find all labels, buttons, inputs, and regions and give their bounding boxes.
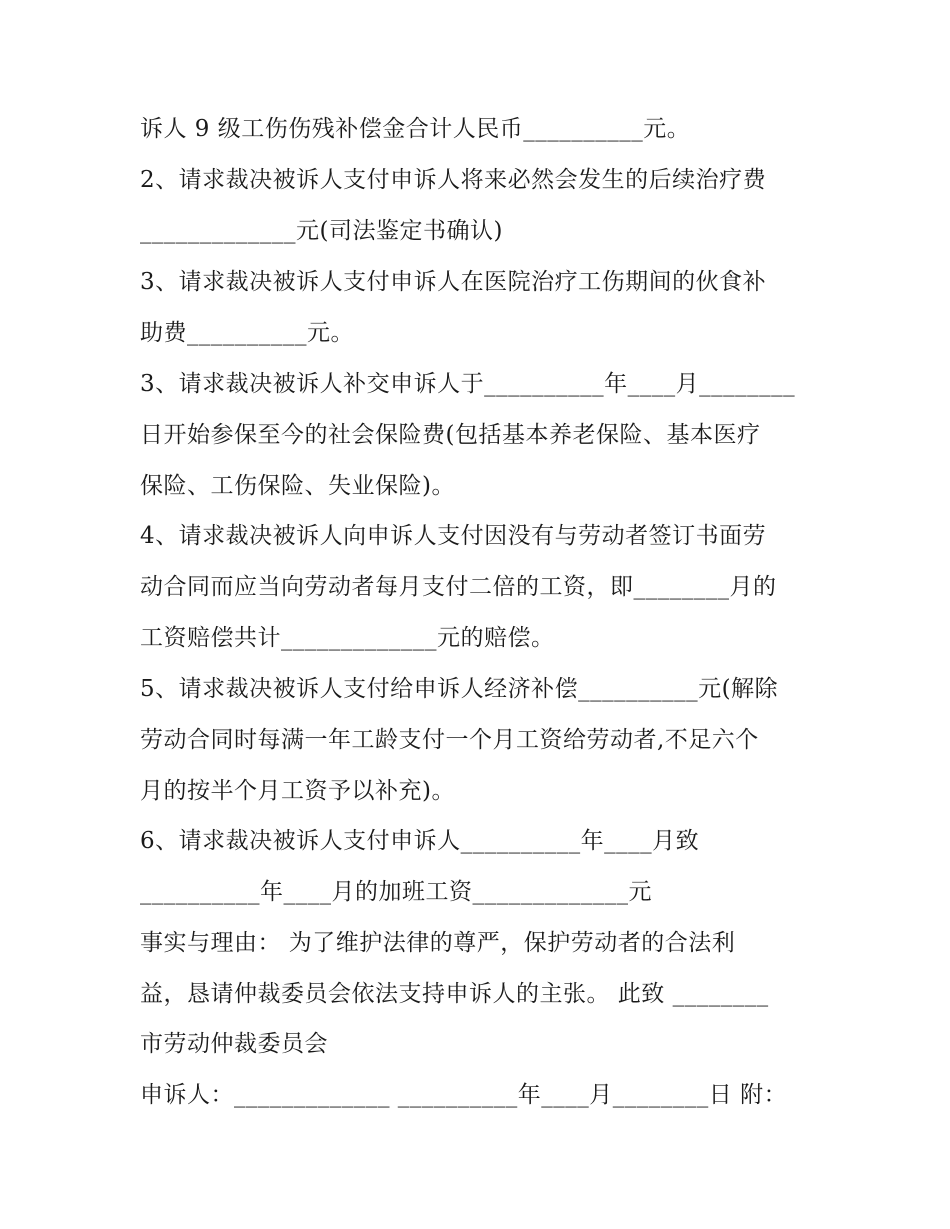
text-line: 月的按半个月工资予以补充)。 bbox=[140, 778, 455, 804]
text-line: 工资赔偿共计_____________元的赔偿。 bbox=[140, 625, 555, 651]
text-line: 4、请求裁决被诉人向申诉人支付因没有与劳动者签订书面劳 bbox=[140, 523, 767, 549]
text-line: 动合同而应当向劳动者每月支付二倍的工资，即________月的 bbox=[140, 574, 777, 600]
text-line: 市劳动仲裁委员会 bbox=[140, 1031, 328, 1057]
text-line: 助费__________元。 bbox=[140, 320, 354, 346]
text-line: 日开始参保至今的社会保险费(包括基本养老保险、基本医疗 bbox=[140, 422, 761, 448]
text-line: 2、请求裁决被诉人支付申诉人将来必然会发生的后续治疗费 bbox=[140, 167, 767, 193]
text-line: __________年____月的加班工资_____________元 bbox=[140, 879, 652, 905]
text-line: 6、请求裁决被诉人支付申诉人__________年____月致 bbox=[140, 828, 700, 854]
text-line: 诉人 9 级工伤伤残补偿金合计人民币__________元。 bbox=[140, 116, 691, 142]
text-line: 保险、工伤保险、失业保险)。 bbox=[140, 473, 455, 499]
text-line: 事实与理由： 为了维护法律的尊严，保护劳动者的合法利 bbox=[140, 930, 736, 956]
text-line: 3、请求裁决被诉人补交申诉人于__________年____月________ bbox=[140, 371, 796, 397]
text-line: _____________元(司法鉴定书确认) bbox=[140, 218, 503, 244]
text-line: 5、请求裁决被诉人支付给申诉人经济补偿__________元(解除 bbox=[140, 676, 779, 702]
text-line: 3、请求裁决被诉人支付申诉人在医院治疗工伤期间的伙食补 bbox=[140, 269, 767, 295]
text-line: 申诉人：_____________ __________年____月________日 附： bbox=[140, 1082, 788, 1108]
text-line: 益，恳请仲裁委员会依法支持申诉人的主张。 此致 ________ bbox=[140, 981, 769, 1007]
text-line: 劳动合同时每满一年工龄支付一个月工资给劳动者,不足六个 bbox=[140, 727, 759, 753]
